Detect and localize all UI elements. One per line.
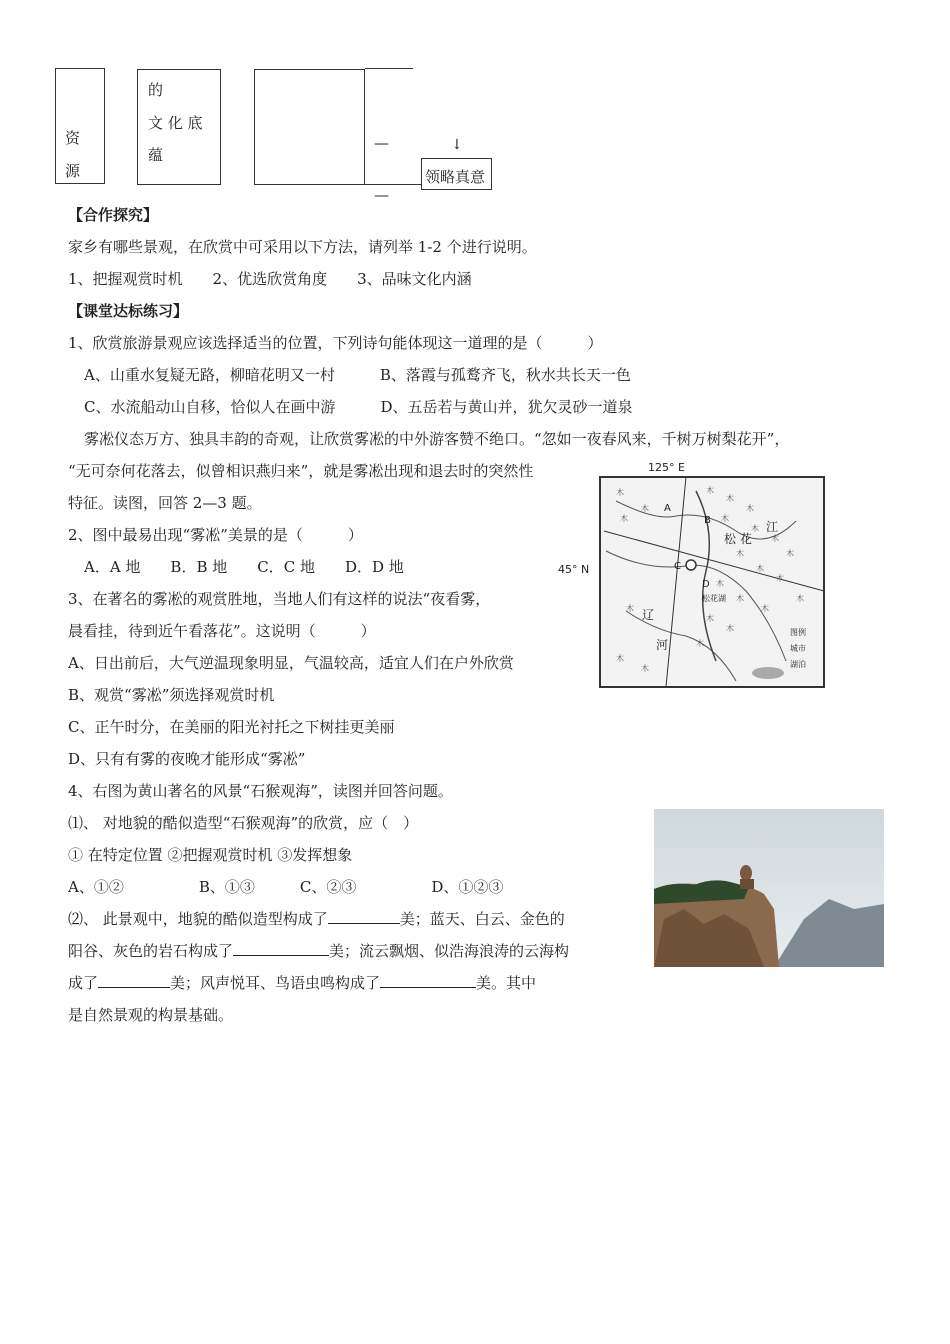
point-c-label: C <box>674 561 681 572</box>
q3-option-d: D、只有有雾的夜晚才能形成“雾凇” <box>68 750 306 768</box>
svg-text:木: 木 <box>641 664 649 673</box>
q3-stem-line1: 3、在著名的雾凇的观赏胜地，当地人们有这样的说法“夜看雾， <box>68 590 491 608</box>
cooperation-prompt: 家乡有哪些景观，在欣赏中可采用以下方法，请列举 1-2 个进行说明。 <box>68 238 537 256</box>
q4-sub2-text-f: 美；风声悦耳、鸟语虫鸣构成了 <box>170 974 381 992</box>
q4-sub2-line4: 是自然景观的构景基础。 <box>68 1006 234 1024</box>
stone-monkey-photo <box>654 809 884 967</box>
q2-stem: 2、图中最易出现“雾凇”美景的是（ ） <box>68 526 363 544</box>
map-lat-label: 45° N <box>558 563 590 576</box>
legend-city: 城市 <box>790 644 806 653</box>
point-a-label: A <box>664 503 671 514</box>
svg-text:木: 木 <box>706 486 714 495</box>
passage-line1: 雾凇仪态万方、独具丰韵的奇观，让欣赏雾凇的中外游客赞不绝口。“忽如一夜春风来，千树万树梨花开”， <box>84 430 790 448</box>
svg-text:木: 木 <box>726 494 734 503</box>
q1-options-row2: C、水流船动山自移，恰似人在画中游 D、五岳若与黄山并，犹欠灵砂一道泉 <box>84 398 633 416</box>
diagram-bottom-line <box>365 184 421 185</box>
svg-text:木: 木 <box>736 594 744 603</box>
passage-line3: 特征。读图，回答 2—3 题。 <box>68 494 262 512</box>
diagram-final-label: 领略真意 <box>425 168 486 186</box>
river-label-liao: 辽 <box>642 608 655 622</box>
q4-sub2-text-c: 阳谷、灰色的岩石构成了 <box>68 942 234 960</box>
q3-option-b: B、观赏“雾凇”须选择观赏时机 <box>68 686 275 704</box>
q4-sub2-text-g: 美。其中 <box>476 974 537 992</box>
q4-sub1: ⑴、 对地貌的酷似造型“石猴观海”的欣赏，应（ ） <box>68 814 419 832</box>
q4-stem: 4、右图为黄山著名的风景“石猴观海”，读图并回答问题。 <box>68 782 453 800</box>
q4-choices: ① 在特定位置 ②把握观赏时机 ③发挥想象 <box>68 846 353 864</box>
passage-line2: “无可奈何花落去，似曾相识燕归来”，就是雾凇出现和退去时的突然性 <box>68 462 534 480</box>
q4-sub2-line3 <box>68 973 536 993</box>
q1-options-row1: A、山重水复疑无路，柳暗花明又一村 B、落霞与孤鹜齐飞，秋水共长天一色 <box>84 366 631 384</box>
q3-option-a: A、日出前后，大气逆温现象明显，气温较高，适宜人们在户外欣赏 <box>68 654 514 672</box>
q4-options: A、①② B、①③ C、②③ D、①②③ <box>68 878 504 896</box>
svg-text:木: 木 <box>751 524 759 533</box>
svg-text:木: 木 <box>616 654 624 663</box>
photo-stone-monkey <box>740 865 752 881</box>
photo-stone-base <box>740 879 754 889</box>
svg-text:木: 木 <box>796 594 804 603</box>
lake-shape <box>752 667 784 679</box>
svg-text:木: 木 <box>786 549 794 558</box>
answer-blank-4[interactable] <box>380 973 476 988</box>
svg-text:木: 木 <box>726 624 734 633</box>
diagram-arrow: ↓ <box>451 137 463 153</box>
svg-text:木: 木 <box>776 574 784 583</box>
svg-text:木: 木 <box>706 614 714 623</box>
q1-stem: 1、欣赏旅游景观应该选择适当的位置，下列诗句能体现这一道理的是（ ） <box>68 334 603 352</box>
river-label-jiang: 江 <box>766 520 779 534</box>
q2-options: A．A 地 B．B 地 C．C 地 D．D 地 <box>84 558 404 576</box>
diagram-box-culture-line3: 蕴 <box>148 146 164 164</box>
svg-text:木: 木 <box>620 514 628 523</box>
point-b-label: B <box>704 515 711 526</box>
diagram-box-resource-char2: 源 <box>65 162 81 180</box>
q3-option-c: C、正午时分，在美丽的阳光衬托之下树挂更美丽 <box>68 718 395 736</box>
svg-text:木: 木 <box>626 604 634 613</box>
legend-lake: 湖泊 <box>790 660 806 669</box>
svg-text:木: 木 <box>736 549 744 558</box>
diagram-box-culture-line2: 文 化 底 <box>148 114 203 132</box>
legend-title: 图例 <box>790 628 806 637</box>
river-label-he: 河 <box>656 638 669 652</box>
river-label-songhua: 松 花 <box>724 532 752 546</box>
map-lon-label: 125° E <box>648 461 685 474</box>
q4-sub2-line2 <box>68 941 569 961</box>
cooperation-heading: 【合作探究】 <box>68 206 159 224</box>
q4-sub2-line1 <box>68 909 565 929</box>
songhua-river-map <box>596 461 832 691</box>
point-d-label: D <box>702 579 710 590</box>
svg-text:木: 木 <box>771 534 779 543</box>
svg-text:木: 木 <box>641 504 649 513</box>
svg-text:木: 木 <box>616 488 624 497</box>
diagram-box-resource-char1: 资 <box>65 129 81 147</box>
diagram-dash-2: — <box>374 186 389 204</box>
practice-heading: 【课堂达标练习】 <box>68 302 189 320</box>
svg-text:木: 木 <box>756 564 764 573</box>
diagram-box-culture-line1: 的 <box>148 81 164 99</box>
q4-sub2-text-e: 成了 <box>68 974 99 992</box>
svg-text:木: 木 <box>696 639 704 648</box>
svg-text:木: 木 <box>746 504 754 513</box>
answer-blank-1[interactable] <box>328 909 400 924</box>
cooperation-methods: 1、把握观赏时机 2、优选欣赏角度 3、品味文化内涵 <box>68 270 472 288</box>
answer-blank-2[interactable] <box>233 941 329 956</box>
city-marker <box>686 560 696 570</box>
q4-sub2-text-b: 美；蓝天、白云、金色的 <box>399 910 565 928</box>
svg-text:木: 木 <box>716 579 724 588</box>
q3-stem-line2: 晨看挂，待到近午看落花”。这说明（ ） <box>68 622 376 640</box>
diagram-dash-1: — <box>374 134 389 152</box>
svg-text:木: 木 <box>761 604 769 613</box>
q4-sub2-text-a: ⑵、 此景观中，地貌的酷似造型构成了 <box>68 910 328 928</box>
diagram-box-empty <box>254 69 365 185</box>
lake-label: 松花湖 <box>702 594 726 603</box>
svg-text:木: 木 <box>721 514 729 523</box>
diagram-top-line <box>365 68 413 69</box>
q4-sub2-text-d: 美；流云飘烟、似浩海浪涛的云海构 <box>329 942 570 960</box>
answer-blank-3[interactable] <box>98 973 170 988</box>
